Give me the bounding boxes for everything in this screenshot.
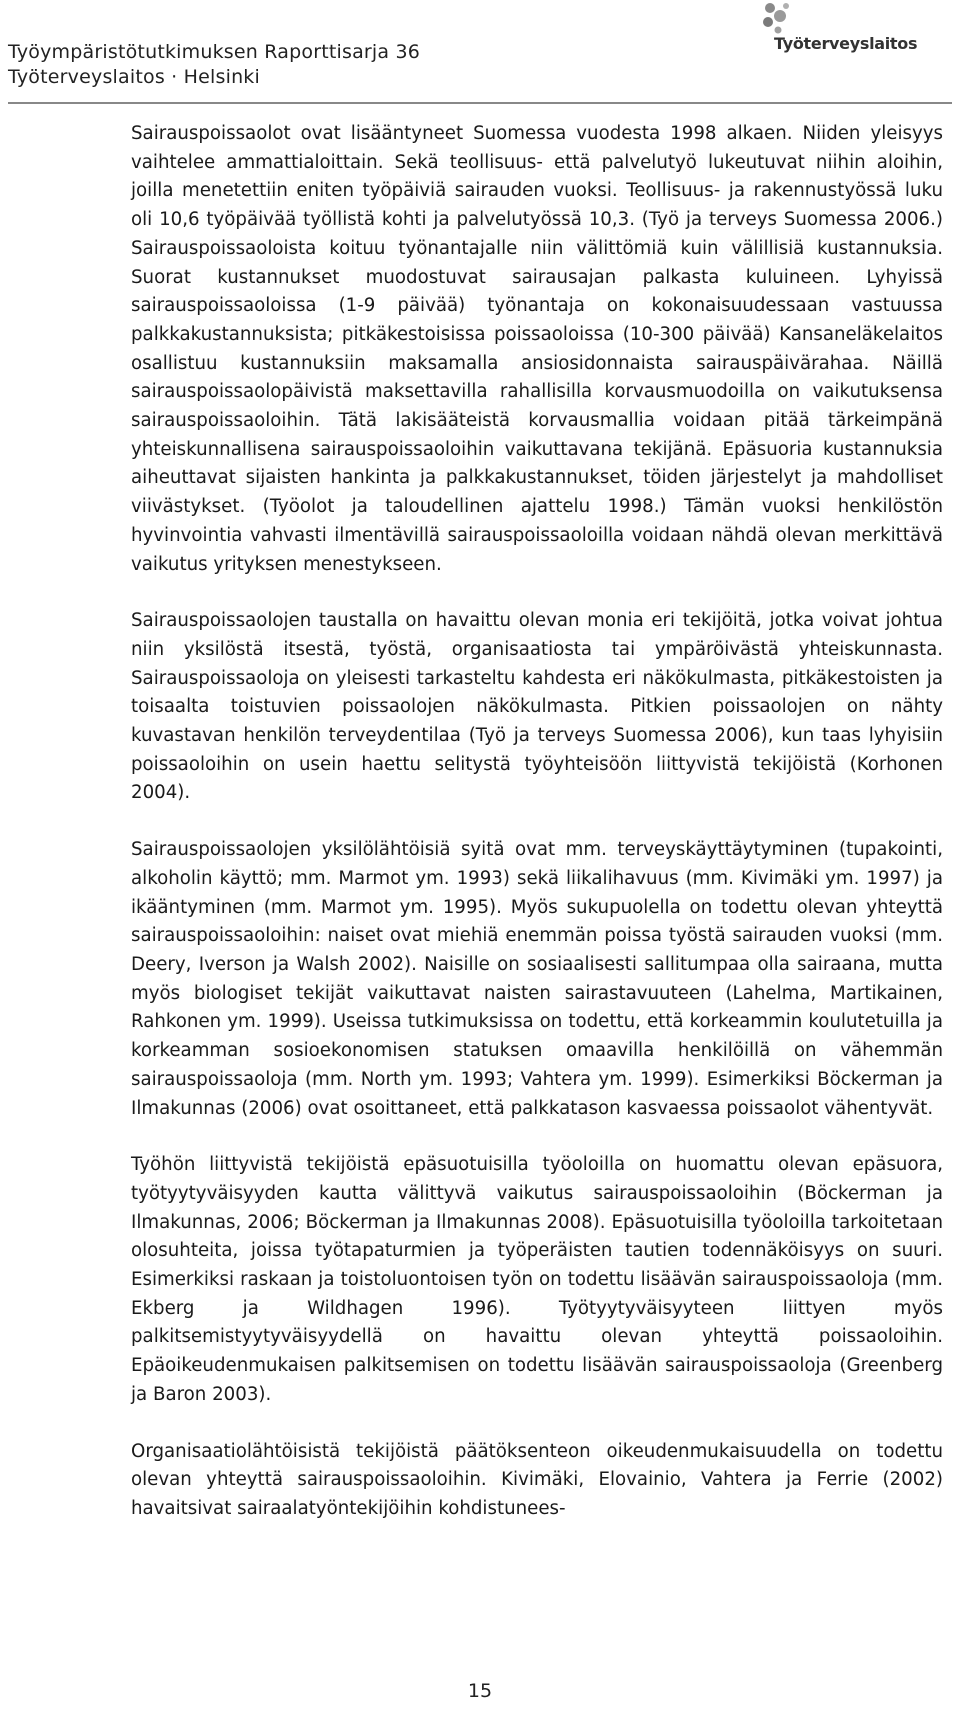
- paragraph: Sairauspoissaolojen yksilölähtöisiä syitä ovat mm. terveyskäyttäytyminen (tupakointi, alkoholin käyttö; mm. Marmot ym. 1993) sekä liikalihavuus (mm. Kivimäki ym. 1997) ja ikääntyminen (mm. Marmot ym. 1995). Myös sukupuolella on todettu olevan yhteyttä sairauspoissaoloihin: naiset ovat miehiä enemmän poissa työstä sairauden vuoksi (mm. Deery, Iverson ja Walsh 2002). Naisille on sosiaalisesti sallitumpaa olla sairaana, mutta myös biologiset tekijät vaikuttavat naisten sairastavuuteen (Lahelma, Martikainen, Rahkonen ym. 1999). Useissa tutkimuksissa on todettu, että korkeammin koulutetuilla ja korkeamman sosioekonomisen statuksen omaavilla henkilöillä on vähemmän sairauspoissaoloja (mm. North ym. 1993; Vahtera ym. 1999). Esimerkiksi Böckerman ja Ilmakunnas (2006) ovat osoittaneet, että palkkatason kasvaessa poissaolot vähentyvät.: [131, 839, 943, 1119]
- institute-logo: [750, 0, 940, 70]
- paragraph: Sairauspoissaolot ovat lisääntyneet Suomessa vuodesta 1998 alkaen. Niiden yleisyys vaihtelee ammattialoittain. Sekä teollisuus- että palvelutyö lukeutuvat niihin aloihin, joilla menetettiin eniten työpäiviä sairauden vuoksi. Teollisuus- ja rakennustyössä luku oli 10,6 työpäivää työllistä kohti ja palvelutyössä 10,3. (Työ ja terveys Suomessa 2006.) Sairauspoissaoloista koituu työnantajalle niin välittömiä kuin välillisiä kustannuksia. Suorat kustannukset muodostuvat sairausajan palkasta kuluineen. Lyhyissä sairauspoissaoloissa (1-9 päivää) työnantaja on kokonaisuudessaan vastuussa palkkakustannuksista; pitkäkestoisissa poissaoloissa (10-300 päivää) Kansaneläkelaitos osallistuu kustannuksiin maksamalla ansiosidonnaista sairauspäivärahaa. Näillä sairauspoissaolopäivistä maksettavilla rahallisilla korvausmuodoilla on vaikutuksensa sairauspoissaoloihin. Tätä lakisääteistä korvausmallia voidaan pitää tärkeimpänä yhteiskunnallisena sairauspoissaoloihin vaikuttavana tekijänä. Epäsuoria kustannuksia aiheuttavat sijaisten hankinta ja palkkakustannukset, töiden järjestelyt ja mahdolliset viivästykset. (Työolot ja taloudellinen ajattelu 1998.) Tämän vuoksi henkilöstön hyvinvointia vahvasti ilmentävillä sairauspoissaoloilla voidaan nähdä olevan merkittävä vaikutus yrityksen menestykseen.: [131, 123, 943, 575]
- body-text: [131, 120, 943, 1552]
- logo-wordmark: Työterveyslaitos: [774, 34, 918, 53]
- publisher-line: Työterveyslaitos · Helsinki: [8, 66, 260, 88]
- page-header: [8, 34, 952, 100]
- header-divider: [8, 102, 952, 104]
- paragraph: Työhön liittyvistä tekijöistä epäsuotuisilla työoloilla on huomattu olevan epäsuora, työtyytyväisyyden kautta välittyvä vaikutus sairauspoissaoloihin (Böckerman ja Ilmakunnas, 2006; Böckerman ja Ilmakunnas 2008). Epäsuotuisilla työoloilla tarkoitetaan olosuhteita, joissa työtapaturmien ja työperäisten tautien todennäköisyys on suuri. Esimerkiksi raskaan ja toistoluontoisen työn on todettu lisäävän sairauspoissaoloja (mm. Ekberg ja Wildhagen 1996). Työtyytyväisyyteen liittyen myös palkitsemistyytyväisyydellä on havaittu olevan yhteyttä poissaoloihin. Epäoikeudenmukaisen palkitsemisen on todettu lisäävän sairauspoissaoloja (Greenberg ja Baron 2003).: [131, 1154, 943, 1405]
- page-number: 15: [467, 1680, 493, 1702]
- paragraph: Sairauspoissaolojen taustalla on havaittu olevan monia eri tekijöitä, jotka voivat johtua niin yksilöstä itsestä, työstä, organisaatiosta tai ympäröivästä yhteiskunnasta. Sairauspoissaoloja on yleisesti tarkasteltu kahdesta eri näkökulmasta, pitkäkestoisten ja toisaalta toistuvien poissaolojen näkökulmasta. Pitkien poissaolojen on nähty kuvastavan henkilön terveydentilaa (Työ ja terveys Suomessa 2006), kun taas lyhyisiin poissaoloihin on usein haettu selitystä työyhteisöön liittyvistä tekijöistä (Korhonen 2004).: [131, 610, 943, 804]
- series-title: Työympäristötutkimuksen Raporttisarja 36: [8, 41, 421, 63]
- paragraph: Organisaatiolähtöisistä tekijöistä päätöksenteon oikeudenmukaisuudella on todettu olevan yhteyttä sairauspoissaoloihin. Kivimäki, Elovainio, Vahtera ja Ferrie (2002) havaitsivat sairaalatyöntekijöihin kohdistunees-: [131, 1440, 943, 1519]
